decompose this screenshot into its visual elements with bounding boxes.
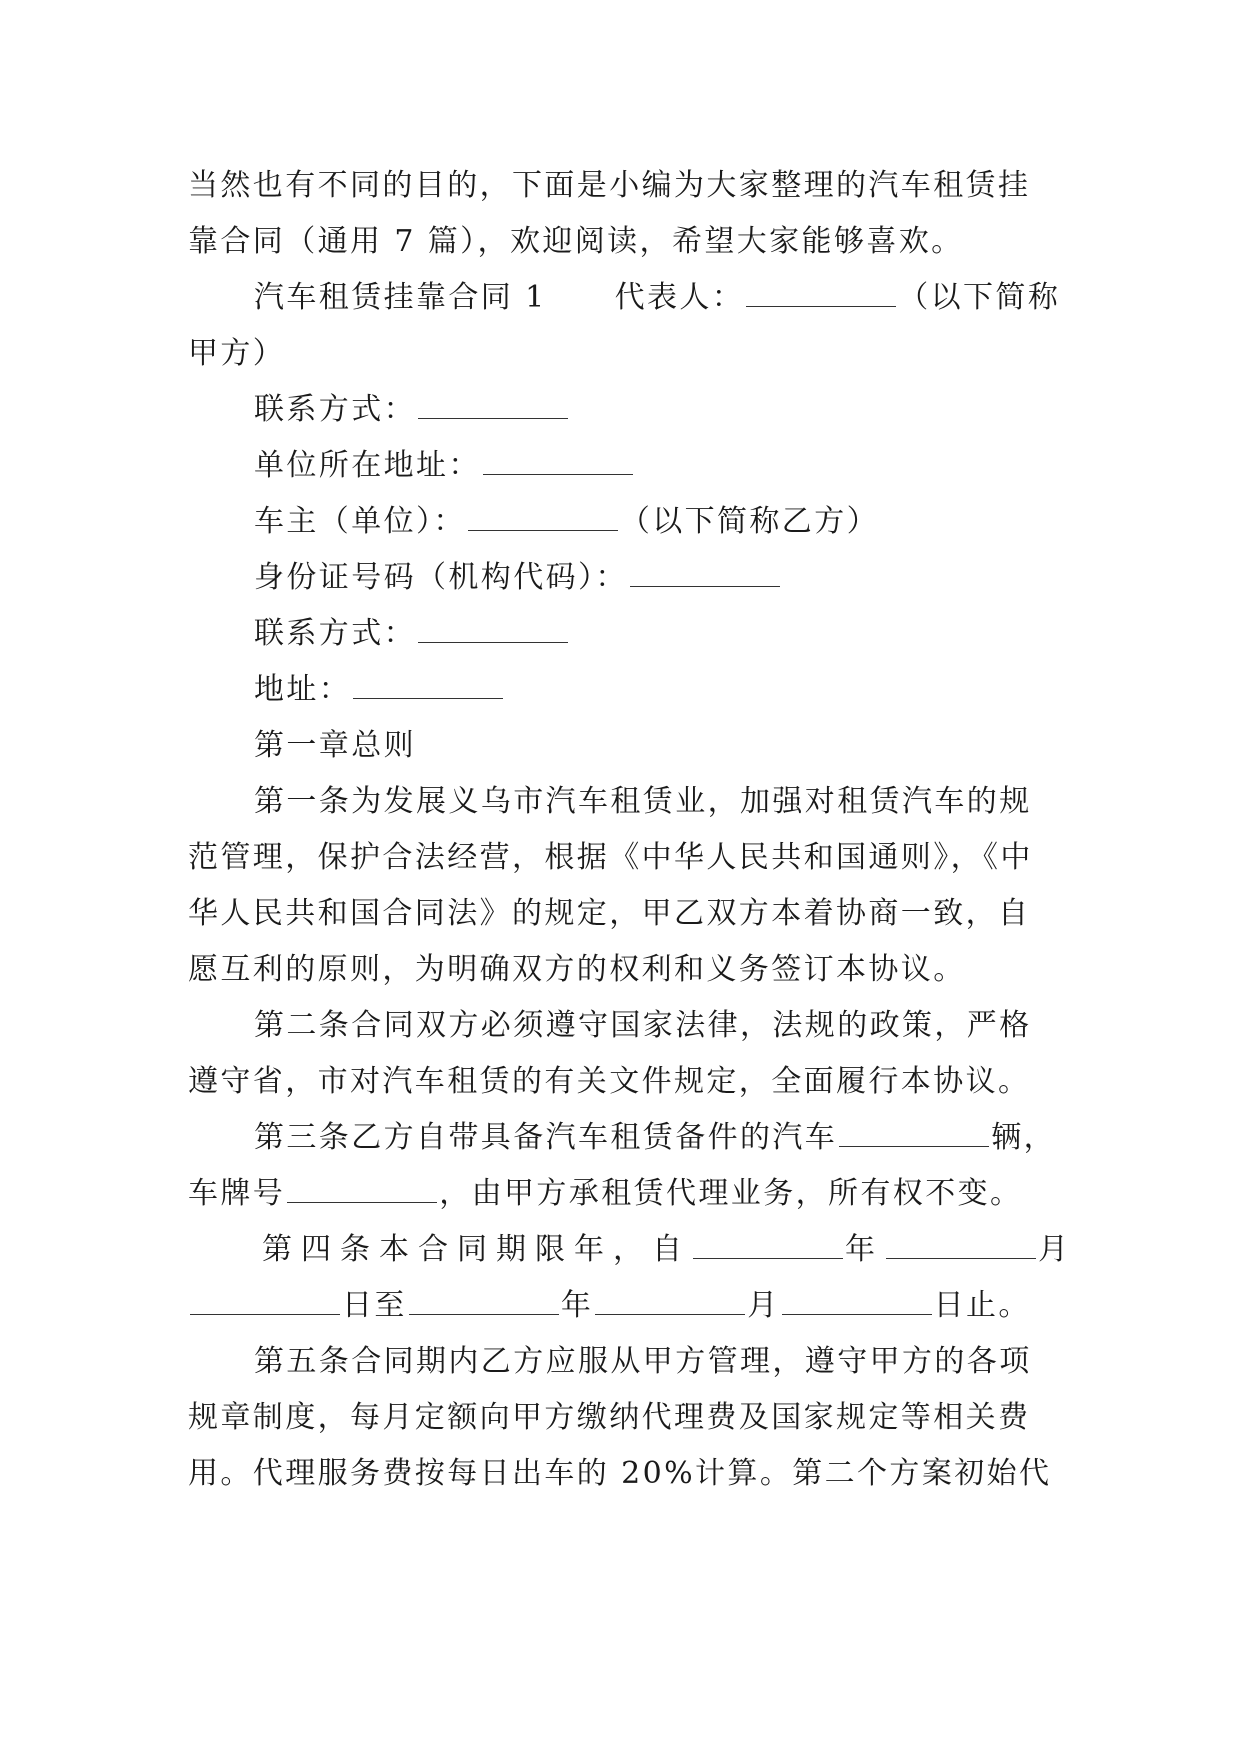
paragraph-line: [188, 166, 1068, 206]
fill-blank: [353, 672, 503, 699]
fill-blank: [595, 1288, 745, 1315]
text: 当然也有不同的目的，下面是小编为大家整理的汽车租赁挂: [188, 168, 1031, 203]
fill-blank: [287, 1176, 437, 1203]
text: 车牌号: [188, 1176, 286, 1211]
form-line: [254, 614, 1068, 654]
contract-title: 汽车租赁挂靠合同 1: [254, 280, 547, 315]
paragraph-line: [188, 1174, 1068, 1214]
fill-blank: [746, 280, 896, 307]
text: 第五条合同期内乙方应服从甲方管理，遵守甲方的各项: [254, 1344, 1032, 1379]
text: ，由甲方承租赁代理业务，所有权不变。: [439, 1176, 1023, 1211]
fill-blank: [409, 1288, 559, 1315]
text: 遵守省，市对汽车租赁的有关文件规定，全面履行本协议。: [188, 1064, 1031, 1099]
paragraph-line: [188, 894, 1068, 934]
text: 月: [747, 1288, 780, 1323]
text: 愿互利的原则，为明确双方的权利和义务签订本协议。: [188, 952, 966, 987]
text: 甲方）: [188, 336, 286, 371]
form-line: [254, 502, 1068, 542]
field-label: 联系方式：: [254, 392, 416, 427]
text: 华人民共和国合同法》的规定，甲乙双方本着协商一致，自: [188, 896, 1031, 931]
paragraph-line: [188, 334, 1068, 374]
text: 第一条为发展义乌市汽车租赁业，加强对租赁汽车的规: [254, 784, 1032, 819]
paragraph-line: [188, 950, 1068, 990]
text: 第三条乙方自带具备汽车租赁备件的汽车: [254, 1120, 838, 1155]
paragraph-line: [254, 278, 1068, 318]
form-line: [254, 390, 1068, 430]
paragraph-line: [254, 1342, 1068, 1382]
fill-blank: [468, 504, 618, 531]
form-line: [254, 670, 1068, 710]
form-line: [254, 446, 1068, 486]
paragraph-line: [188, 1286, 1068, 1326]
fill-blank: [782, 1288, 932, 1315]
fill-blank: [418, 392, 568, 419]
fill-blank: [693, 1232, 843, 1259]
text: 辆，: [991, 1120, 1057, 1155]
paragraph-line: [254, 1118, 1068, 1158]
field-label: 代表人：: [614, 280, 745, 315]
text: （以下简称: [898, 280, 1061, 315]
form-line: [254, 558, 1068, 598]
paragraph-line: [262, 1230, 1076, 1270]
paragraph-line: [188, 838, 1068, 878]
paragraph-line: [188, 1454, 1068, 1494]
fill-blank: [483, 448, 633, 475]
text: （以下简称乙方）: [619, 504, 880, 539]
text: 第四条本合同期限年，自: [262, 1232, 691, 1267]
fill-blank: [418, 616, 568, 643]
text: 日至: [342, 1288, 407, 1323]
text: 日止。: [933, 1288, 1031, 1323]
field-label: 联系方式：: [254, 616, 416, 651]
chapter-heading: [254, 726, 1068, 766]
text: 年: [560, 1288, 594, 1323]
text: 年: [845, 1232, 884, 1267]
text: 范管理，保护合法经营，根据《中华人民共和国通则》，《中: [188, 840, 1033, 875]
field-label: 单位所在地址：: [254, 448, 481, 483]
fill-blank: [630, 560, 780, 587]
text: 规章制度，每月定额向甲方缴纳代理费及国家规定等相关费: [188, 1400, 1031, 1435]
fill-blank: [839, 1120, 989, 1147]
text: 第二条合同双方必须遵守国家法律，法规的政策，严格: [254, 1008, 1032, 1043]
field-label: 地址：: [254, 672, 352, 707]
paragraph-line: [188, 222, 1068, 262]
field-label: 车主（单位）：: [254, 504, 466, 539]
field-label: 身份证号码（机构代码）：: [254, 560, 628, 595]
paragraph-line: [188, 1062, 1068, 1102]
fill-blank: [886, 1232, 1036, 1259]
fill-blank: [190, 1288, 340, 1315]
text: 靠合同（通用 7 篇），欢迎阅读，希望大家能够喜欢。: [188, 224, 964, 259]
text: 月: [1038, 1232, 1077, 1267]
paragraph-line: [188, 1398, 1068, 1438]
text: 用。代理服务费按每日出车的 20%计算。第二个方案初始代: [188, 1456, 1052, 1491]
paragraph-line: [254, 1006, 1068, 1046]
paragraph-line: [254, 782, 1068, 822]
text: 第一章总则: [254, 728, 416, 763]
